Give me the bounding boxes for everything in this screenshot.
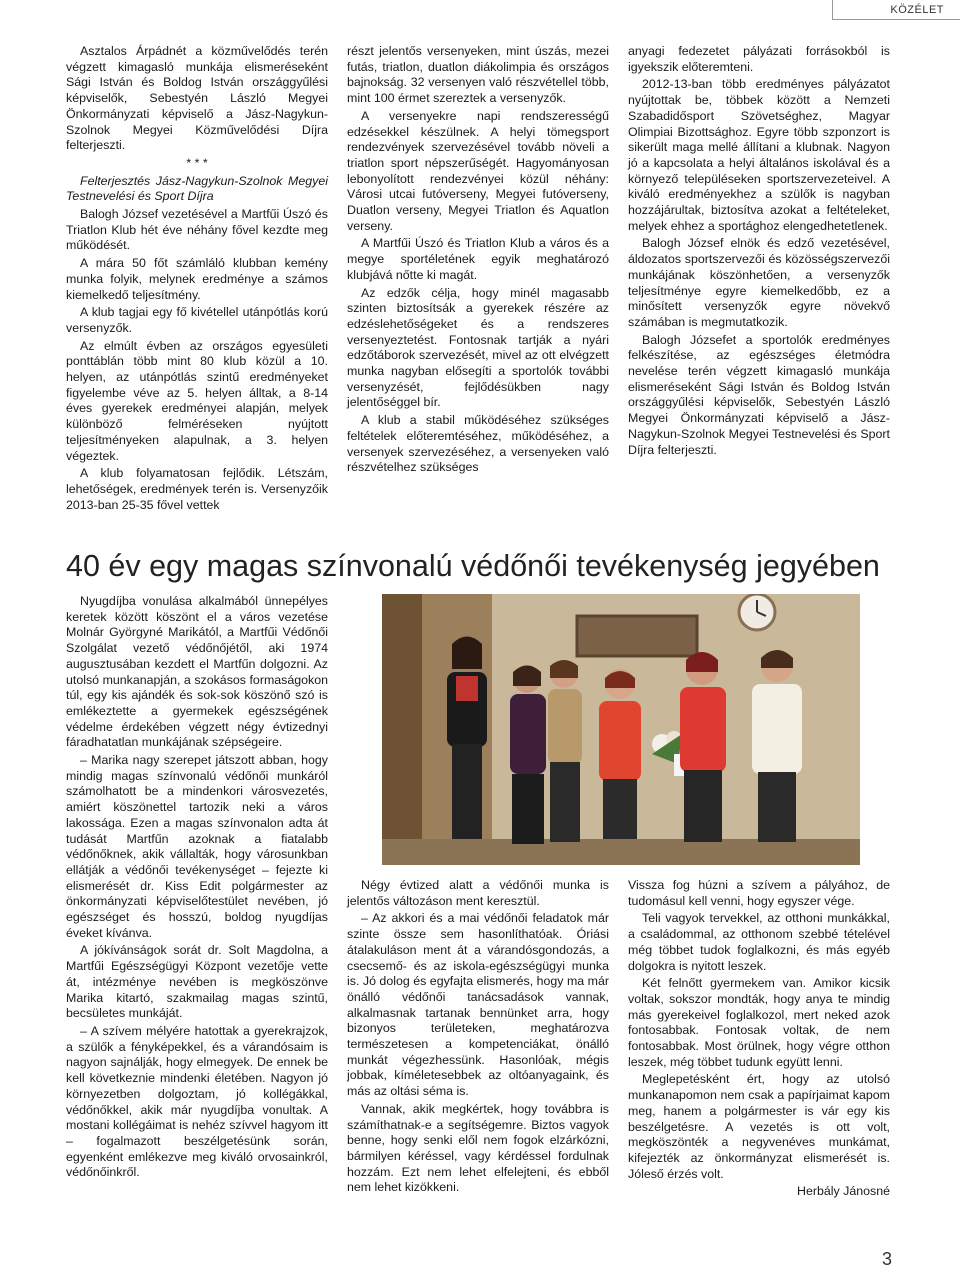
- top-column-1: [66, 44, 328, 515]
- paragraph: * * *: [186, 155, 208, 170]
- paragraph: Herbály Jánosné: [797, 1184, 890, 1199]
- paragraph: részt jelentős versenyeken, mint úszás, mezei futás, triatlon, duatlon diákolimpia és országos bajnokság. 32 versenyen való részvétellel több, mint 100 érmet szereztek a versenyzők.: [347, 44, 609, 106]
- page-number: 3: [881, 1249, 892, 1269]
- paragraph: A mára 50 főt számláló klubban kemény munka folyik, melynek eredménye a számos kiemelkedő teljesítmény.: [66, 256, 328, 302]
- paragraph: A jókívánságok sorát dr. Solt Magdolna, a Martfűi Egészségügyi Központ vezetője vette át, intézménye nevében is megköszönve Marika kitartó, szakmailag magas szintű, becsületes munkáját.: [66, 943, 328, 1021]
- paragraph: Balogh József vezetésével a Martfűi Úszó és Triatlon Klub hét éve néhány fővel kezdte meg működését.: [66, 207, 328, 253]
- paragraph: A klub folyamatosan fejlődik. Létszám, lehetőségek, eredmények terén is. Versenyzőik 2013-ban 25-35 fővel vettek: [66, 466, 328, 512]
- paragraph: Balogh József elnök és edző vezetésével, áldozatos sportszervezői és közösségszervezői munkájának köszönhetően, a versenyzők teljesítménye egyre kiemelkedőbb, ez a minősített versenyzők egyre növekvő számában is megmutatkozik.: [628, 236, 890, 329]
- paragraph: Balogh Józsefet a sportolók eredményes felkészítése, az egészséges életmódra nevelése terén végzett kimagasló munkája elismeréseként Sági István és Boldog István országgyűlési képviselők, Sebestyén László Megyei Önkormányzati képviselő a Jász-Nagykun-Szolnok Megyei Testnevelési és Sport Díjra felterjeszti.: [628, 332, 890, 457]
- paragraph: Meglepetésként ért, hogy az utolsó munkanapomon nem csak a papírjaimat kapom meg, hanem a polgármester is vár egy kis beszélgetésre. A vezetés is ott volt, megköszönték a negyvenéves munkámat, kifejezték az önkormányzat elismerését is. Jóleső érzés volt.: [628, 1072, 890, 1181]
- paragraph: Az elmúlt évben az országos egyesületi ponttáblán több mint 80 klub közül a 10. helyen, az utánpótlás szintű eredményeket figyelembe véve az 5. helyen álltak, a 8-14 éves gyerekek eredményei alapján, melyek különböző felméréseken nyújtott teljesítményeken alapulnak, a 3. helyen végeztek.: [66, 338, 328, 463]
- paragraph: – Az akkori és a mai védőnői feladatok már szinte össze sem hasonlíthatóak. Óriási átalakuláson ment át a várandósgondozás, a csecsemő- és az iskola-egészségügyi munka is. Jó dolog és egyfajta elismerés, hogy ma már önálló védőnői tanácsadások vannak, alkalmasnak tartanak bennünket arra, hogy bizonyos területeken, meghatározva természetesen a kompetenciákat, önálló munkát végezhessünk. Hasonlóak, mégis jobbak, kíméletesebbek az oltóanyagaink, és más az oltási séma is.: [347, 911, 609, 1099]
- article-column-3: [628, 878, 890, 1202]
- section-tag: KÖZÉLET: [832, 0, 960, 20]
- paragraph: – Marika nagy szerepet játszott abban, hogy mindig magas színvonalú védőnői munkáról számolhatott be a mindenkori városvezetés, amiért köszönettel tartozik neki a város lakossága. Ezen a magas színvonalon adta át tudását Martfűn azoknak a fiatalabb védőnőknek, akik vállalták, hogy városunkban ellátják a védőnői tevékenységet – fejezte ki elismerését dr. Kiss Edit polgármester az önkormányzati képviselőtestület nevében, jó egészséget és hosszú, boldog nyugdíjas éveket kívánva.: [66, 753, 328, 940]
- paragraph: A klub a stabil működéséhez szükséges feltételek előteremtéséhez, működéséhez, a versenyek szervezéséhez, a versenyeken való részvételhez szükséges: [347, 413, 609, 475]
- top-column-3: [628, 44, 890, 460]
- paragraph: A Martfűi Úszó és Triatlon Klub a város és a megye sportéletének egyik meghatározó klubjává nőtte ki magát.: [347, 236, 609, 282]
- group-photo: [382, 594, 860, 865]
- group-photo-illustration: [382, 594, 860, 865]
- paragraph: anyagi fedezetet pályázati forrásokból is igyekszik előteremteni.: [628, 44, 890, 74]
- article-headline: 40 év egy magas színvonalú védőnői tevékenység jegyében: [66, 549, 880, 583]
- paragraph: Az edzők célja, hogy minél magasabb szinten biztosítsák a gyerekek részére az edzéslehetőségeket és a rendszeres versenyeztetést. Fontosnak tartják a nyári edzőtáborok szervezését, mivel az ott elvégzett munka nagyban elősegíti a sportolók további versenyzését, fejlődésükben nagy jelentőséggel bír.: [347, 285, 609, 410]
- paragraph: A klub tagjai egy fő kivétellel utánpótlás korú versenyzők.: [66, 305, 328, 335]
- paragraph: Két felnőtt gyermekem van. Amikor kicsik voltak, sokszor mondták, hogy anya te mindig más gyerekeivel foglalkozol, mert neked azok fontosabbak. Fontosak voltak, de nem fontosabbak. Most örülnek, hogy végre otthon leszek, még többet tudunk együtt lenni.: [628, 976, 890, 1069]
- paragraph: – A szívem mélyére hatottak a gyerekrajzok, a szülők a fényképekkel, és a várandósaim is nagyon sajnálják, hogy elmegyek. De ennek be kell következnie mindenki életében. Nagyon jó környezetben dolgoztam, jó kollégákkal, védőnőkkel, akik már nyugdíjba vonultak. A mostani kollégáimat is nehéz szívvel hagyom itt – fogalmazott beszélgetésünk során, egyenként emlékezve meg kiváló orvosainkról, védőnőinkről.: [66, 1023, 328, 1180]
- paragraph: Asztalos Árpádnét a közművelődés terén végzett kimagasló munkája elismeréseként Sági István és Boldog István országgyűlési képviselők, Sebestyén László Megyei Önkormányzati képviselő a Jász-Nagykun-Szolnok Megyei Közművelődési Díjra felterjeszti.: [66, 44, 328, 153]
- article-column-2: [347, 878, 609, 1198]
- paragraph: Négy évtized alatt a védőnői munka is jelentős változáson ment keresztül.: [347, 878, 609, 908]
- paragraph: Vissza fog húzni a szívem a pályához, de tudomásul kell venni, hogy egyszer vége.: [628, 878, 890, 908]
- paragraph: Teli vagyok tervekkel, az otthoni munkákkal, a családommal, az otthonom szebbé tételével még többet tudok foglalkozni, és más egyéb dolgokra is nyitott leszek.: [628, 911, 890, 973]
- article-column-1: [66, 594, 328, 1183]
- paragraph: 2012-13-ban több eredményes pályázatot nyújtottak be, többek között a Nemzeti Szabadidősport Szövetséghez, Magyar Olimpiai Bizottsághoz. Egyre több szponzort is sikerült maga mellé állítani a klubnak. Nagyon jó a kapcsolata a helyi általános iskolával és a környező településeken sportszervezeteivel. A kiváló eredményekhez a szülők is nagyban hozzájárultak, biztosítva azokat a feltételeket, melyek ehhez a sportághoz elengedhetetlenek.: [628, 77, 890, 233]
- top-column-2: [347, 44, 609, 478]
- paragraph: Vannak, akik megkértek, hogy továbbra is számíthatnak-e a segítségemre. Biztos vagyok benne, hogy senki elől nem fogok elzárkózni, bármilyen kéréssel, vagy kérdéssel fordulnak hozzám. Ezt nem lehet elfelejteni, és ebből nem lehet kizökkeni.: [347, 1101, 609, 1195]
- paragraph: A versenyekre napi rendszerességű edzésekkel készülnek. A helyi tömegsport rendezvények szervezésével tovább növeli a triatlon sport népszerűségét. Hagyományosan lebonyolított rendezvényei közül néhány: Városi utcai futóverseny, Megyei futóverseny, Duatlon verseny, Megyei Triatlon és Aquatlon verseny.: [347, 108, 609, 233]
- paragraph: Nyugdíjba vonulása alkalmából ünnepélyes keretek között köszönt el a város vezetése Molnár Györgyné Marikától, a Martfűi Védőnői Szolgálat vezető védőnőjétől, aki 1974 augusztusában kezdett el Martfűn dolgozni. Az utolsó munkanapján, a szokásos formaságokon túl, egy kis ajándék és sok-sok köszönő szó is emlékeztette a gyermekek egészségének védelme érdekében végzett négy évtizednyi fáradhatatlan munkájának szépségeire.: [66, 594, 328, 750]
- paragraph: Felterjesztés Jász-Nagykun-Szolnok Megyei Testnevelési és Sport Díjra: [66, 173, 328, 204]
